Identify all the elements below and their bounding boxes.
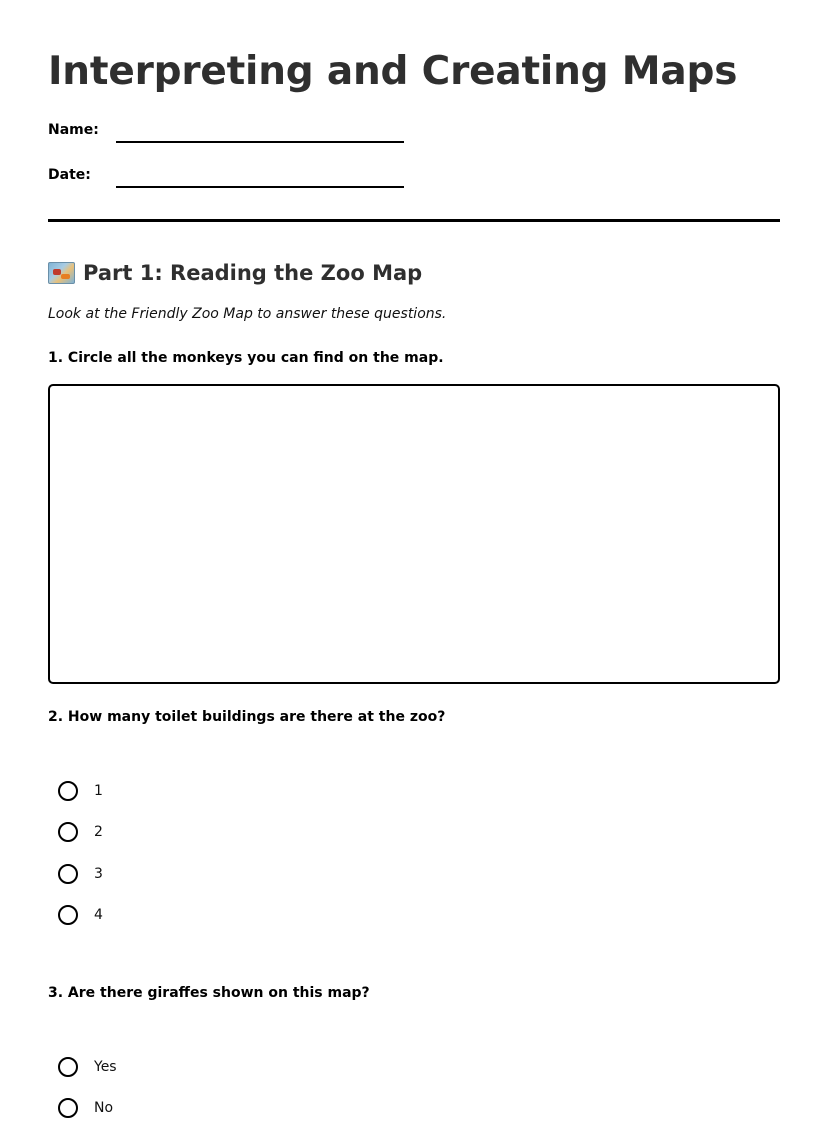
date-field-row [48, 162, 780, 184]
option-label: 1 [94, 783, 103, 799]
radio-button[interactable] [58, 864, 78, 884]
question-1: 1. Circle all the monkeys you can find on the map. [48, 348, 780, 368]
header-divider [48, 219, 780, 222]
question-3-options [58, 1046, 780, 1129]
name-label: Name: [48, 121, 116, 139]
radio-button[interactable] [58, 1098, 78, 1118]
part1-title: Part 1: Reading the Zoo Map [83, 261, 422, 285]
option-label: 3 [94, 866, 103, 882]
question-2-option-1[interactable] [58, 770, 780, 812]
world-map-icon [48, 262, 75, 284]
name-field-row [48, 117, 780, 139]
radio-button[interactable] [58, 1057, 78, 1077]
radio-button[interactable] [58, 905, 78, 925]
part1-instructions: Look at the Friendly Zoo Map to answer these questions. [48, 304, 780, 324]
date-field[interactable] [116, 186, 404, 188]
option-label: 4 [94, 907, 103, 923]
radio-button[interactable] [58, 781, 78, 801]
question-3-option-no[interactable] [58, 1088, 780, 1129]
option-label: Yes [94, 1059, 117, 1075]
question-1-answer-box[interactable] [48, 384, 780, 684]
question-3-option-yes[interactable] [58, 1046, 780, 1088]
option-label: No [94, 1100, 113, 1116]
question-2: 2. How many toilet buildings are there at the zoo? [48, 707, 780, 727]
question-2-option-2[interactable] [58, 812, 780, 854]
option-label: 2 [94, 824, 103, 840]
date-label: Date: [48, 166, 116, 184]
question-2-option-3[interactable] [58, 853, 780, 895]
page-title: Interpreting and Creating Maps [48, 0, 780, 94]
question-3: 3. Are there giraffes shown on this map? [48, 983, 780, 1003]
name-field[interactable] [116, 141, 404, 143]
question-2-options [58, 770, 780, 936]
radio-button[interactable] [58, 822, 78, 842]
question-2-option-4[interactable] [58, 895, 780, 937]
part1-heading [48, 258, 780, 288]
